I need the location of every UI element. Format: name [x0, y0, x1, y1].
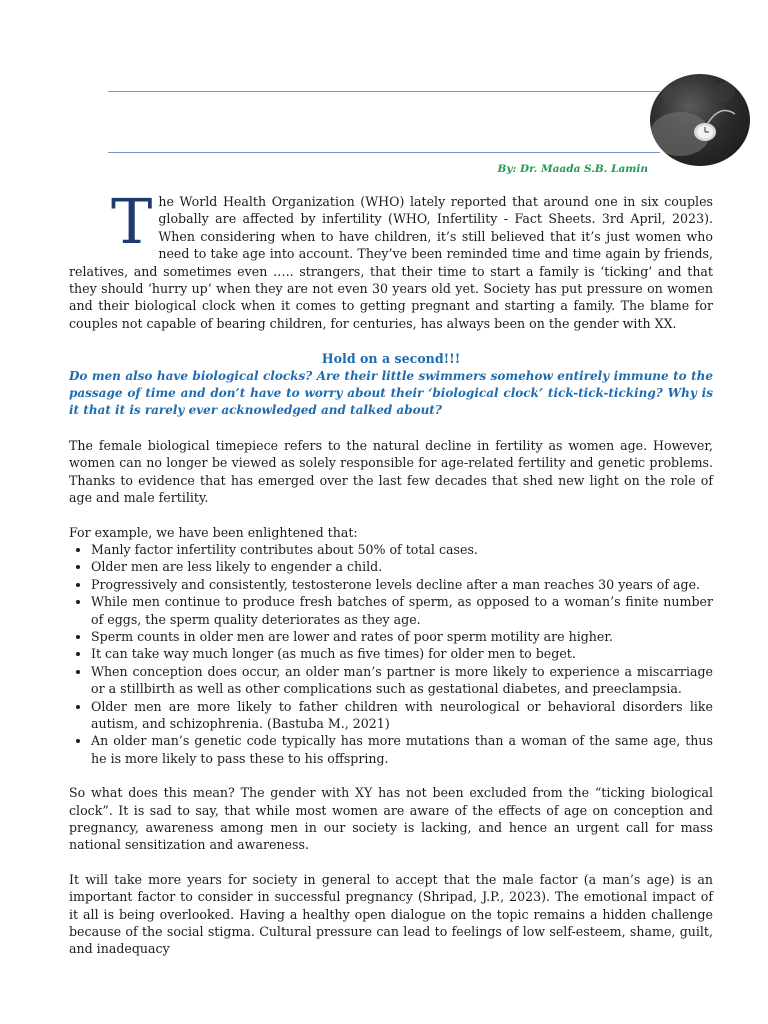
paragraph-meaning: So what does this mean? The gender with XY has not been excluded from the “ticking biological clock”. It is sad to say, that while most women are aware of the effects of age on conception and pregnancy, awareness among men in our society is lacking, and hence an urgent call for mass national sensitization and awareness.	[69, 785, 713, 853]
list-intro: For example, we have been enlightened that:	[69, 524, 358, 540]
list-item: • Manly factor infertility contributes about 50% of total cases.	[91, 541, 713, 558]
list-item: • An older man’s genetic code typically has more mutations than a woman of the same age, thus he is more likely to pass these to his offspring.	[91, 732, 713, 767]
question-text: Do men also have biological clocks? Are their little swimmers somehow entirely immune to the passage of time and don’t have to worry about their ‘biological clock’ tick-tick-ticking? Why is it that it is rarely ever acknowledged and talked about?	[69, 368, 713, 418]
article-body	[69, 185, 713, 958]
list-item: • Older men are less likely to engender a child.	[91, 558, 713, 575]
pocket-watch-icon	[650, 74, 750, 166]
section-heading: Hold on a second!!!	[321, 351, 461, 367]
header-rule-top	[108, 91, 660, 92]
list-item: • It can take way much longer (as much as five times) for older men to beget.	[91, 645, 713, 662]
intro-text: he World Health Organization (WHO) lately reported that around one in six couples globally are affected by infertility (WHO, Infertility - Fact Sheets. 3rd April, 2023). When considering when to have children, it’s still believed that it’s just women who need to take age into account. They’ve been reminded time and time again by friends, relatives, and sometimes even ….. strangers, that their time to start a family is ‘ticking’ and that they should ‘hurry up’ when they are not even 30 years old yet. Society has put pressure on women and their biological clock when it comes to getting pregnant and starting a family. The blame for couples not capable of bearing children, for centuries, has always been on the gender with XX.	[69, 194, 713, 331]
byline: By: Dr. Maada S.B. Lamin	[497, 163, 648, 175]
list-item: • Older men are more likely to father children with neurological or behavioral disorders like autism, and schizophrenia. (Bastuba M., 2021)	[91, 698, 713, 733]
list-item: • Sperm counts in older men are lower and rates of poor sperm motility are higher.	[91, 628, 713, 645]
paragraph-society: It will take more years for society in general to accept that the male factor (a man’s age) is an important factor to consider in successful pregnancy (Shripad, J.P., 2023). The emotional impact of it all is being overlooked. Having a healthy open dialogue on the topic remains a hidden challenge because of the social stigma. Cultural pressure can lead to feelings of low self-esteem, shame, guilt, and inadequacy	[69, 871, 713, 957]
list-item: • While men continue to produce fresh batches of sperm, as opposed to a woman’s finite number of eggs, the sperm quality deteriorates as they age.	[91, 593, 713, 628]
paragraph-female-clock: The female biological timepiece refers to the natural decline in fertility as women age. However, women can no longer be viewed as solely responsible for age-related fertility and genetic problems. Thanks to evidence that has emerged over the last few decades that shed new light on the role of age and male fertility.	[69, 437, 713, 506]
drop-cap: T	[111, 185, 153, 258]
list-item: • When conception does occur, an older man’s partner is more likely to experience a miscarriage or a stillbirth as well as other complications such as gestational diabetes, and preeclampsia.	[91, 663, 713, 698]
facts-list	[69, 541, 713, 767]
header-rule-bottom	[108, 152, 660, 153]
pocket-watch-photo	[650, 74, 750, 166]
intro-paragraph	[69, 185, 713, 332]
list-item: • Progressively and consistently, testosterone levels decline after a man reaches 30 years of age.	[91, 576, 713, 593]
